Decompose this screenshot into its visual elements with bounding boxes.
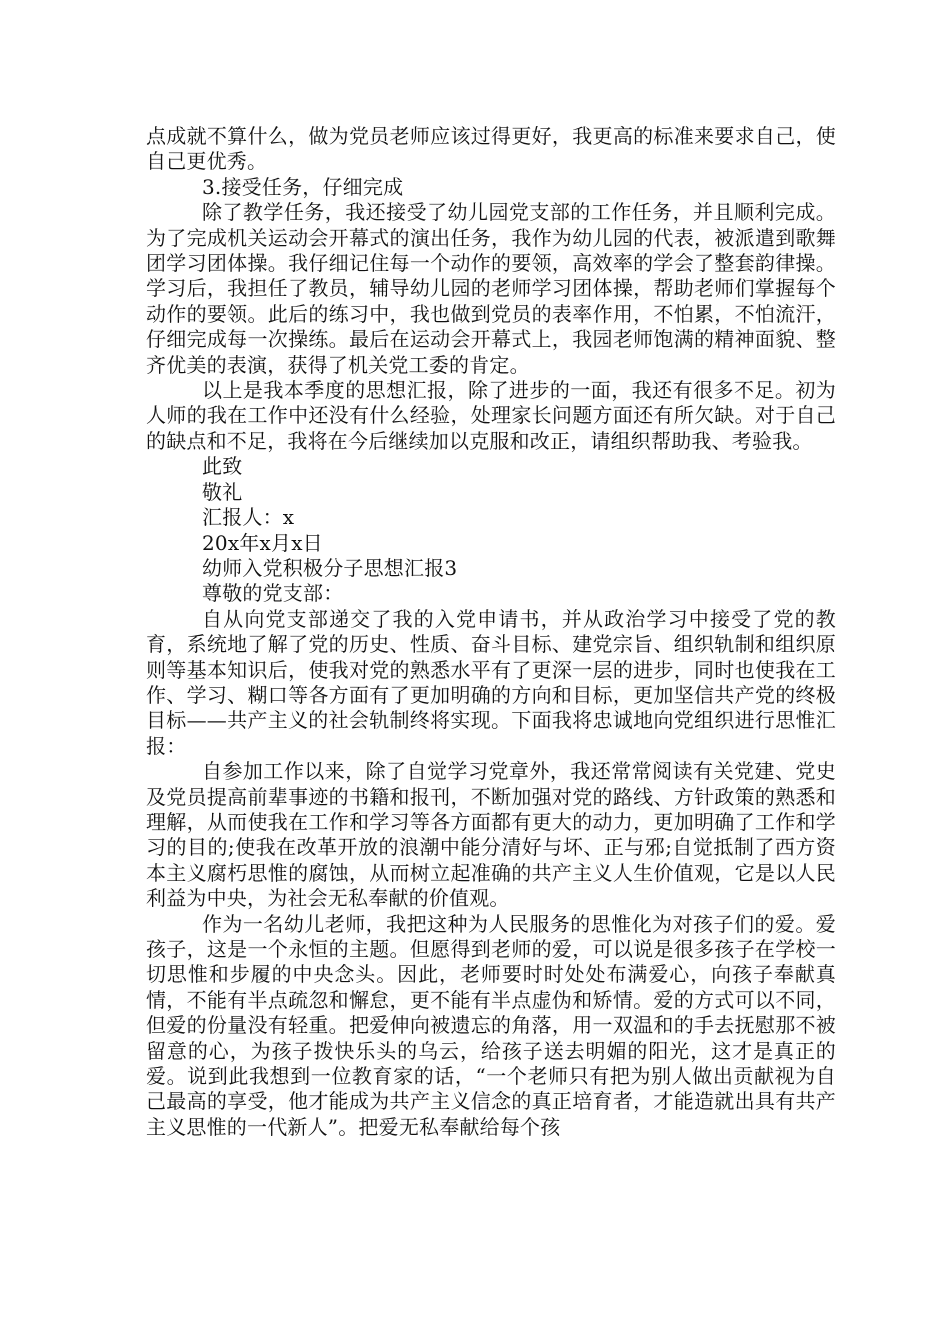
section-heading-3: 3.接受任务，仔细完成	[202, 174, 404, 199]
paragraph-study: 自参加工作以来，除了自觉学习党章外，我还常常阅读有关党建、党史及党员提高前辈事迹的书籍和报刊，不断加强对党的路线、方针政策的熟悉和理解，从而使我在工作和学习等各方面都有更大的动力，更加明确了工作和学习的目的;使我在改革开放的浪潮中能分清好与坏、正与邪;自觉抵制了西方资本主义腐朽思惟的腐蚀，从而树立起准确的共产主义人生价值观，它是以人民利益为中央，为社会无私奉献的价值观。	[146, 759, 836, 911]
closing-jingli: 敬礼	[202, 479, 243, 504]
document-body	[146, 124, 836, 1140]
paragraph-continuation: 点成就不算什么，做为党员老师应该过得更好，我更高的标准来要求自己，使自己更优秀。	[146, 124, 836, 174]
closing-cizhi: 此致	[202, 454, 243, 479]
paragraph-intro: 自从向党支部递交了我的入党申请书，并从政治学习中接受了党的教育，系统地了解了党的历史、性质、奋斗目标、建党宗旨、组织轨制和组织原则等基本知识后，使我对党的熟悉水平有了更深一层的进步，同时也使我在工作、学习、糊口等各方面有了更加明确的方向和目标，更加坚信共产党的终极目标——共产主义的社会轨制终将实现。下面我将忠诚地向党组织进行思惟汇报：	[146, 606, 836, 758]
date-line: 20x年x月x日	[202, 530, 323, 555]
reporter-line: 汇报人：x	[202, 505, 295, 530]
paragraph-teacher-love: 作为一名幼儿老师，我把这种为人民服务的思惟化为对孩子们的爱。爱孩子，这是一个永恒的主题。但愿得到老师的爱，可以说是很多孩子在学校一切思惟和步履的中央念头。因此，老师要时时处处布满爱心，向孩子奉献真情，不能有半点疏忽和懈怠，更不能有半点虚伪和矫情。爱的方式可以不同，但爱的份量没有轻重。把爱伸向被遗忘的角落，用一双温和的手去抚慰那不被留意的心，为孩子拨快乐头的乌云，给孩子送去明媚的阳光，这才是真正的爱。说到此我想到一位教育家的话，“一个老师只有把为别人做出贡献视为自己最高的享受，他才能成为共产主义信念的真正培育者，才能造就出具有共产主义思惟的一代新人”。把爱无私奉献给每个孩	[146, 911, 836, 1139]
paragraph-task: 除了教学任务，我还接受了幼儿园党支部的工作任务，并且顺利完成。为了完成机关运动会开幕式的演出任务，我作为幼儿园的代表，被派遣到歌舞团学习团体操。我仔细记住每一个动作的要领，高效率的学会了整套韵律操。学习后，我担任了教员，辅导幼儿园的老师学习团体操，帮助老师们掌握每个动作的要领。此后的练习中，我也做到党员的表率作用，不怕累，不怕流汗，仔细完成每一次操练。最后在运动会开幕式上，我园老师饱满的精神面貌、整齐优美的表演，获得了机关党工委的肯定。	[146, 200, 836, 377]
report-title: 幼师入党积极分子思想汇报3	[202, 555, 458, 580]
paragraph-summary: 以上是我本季度的思想汇报，除了进步的一面，我还有很多不足。初为人师的我在工作中还没有什么经验，处理家长问题方面还有所欠缺。对于自己的缺点和不足，我将在今后继续加以克服和改正，请组织帮助我、考验我。	[146, 378, 836, 453]
salutation: 尊敬的党支部：	[202, 581, 344, 606]
